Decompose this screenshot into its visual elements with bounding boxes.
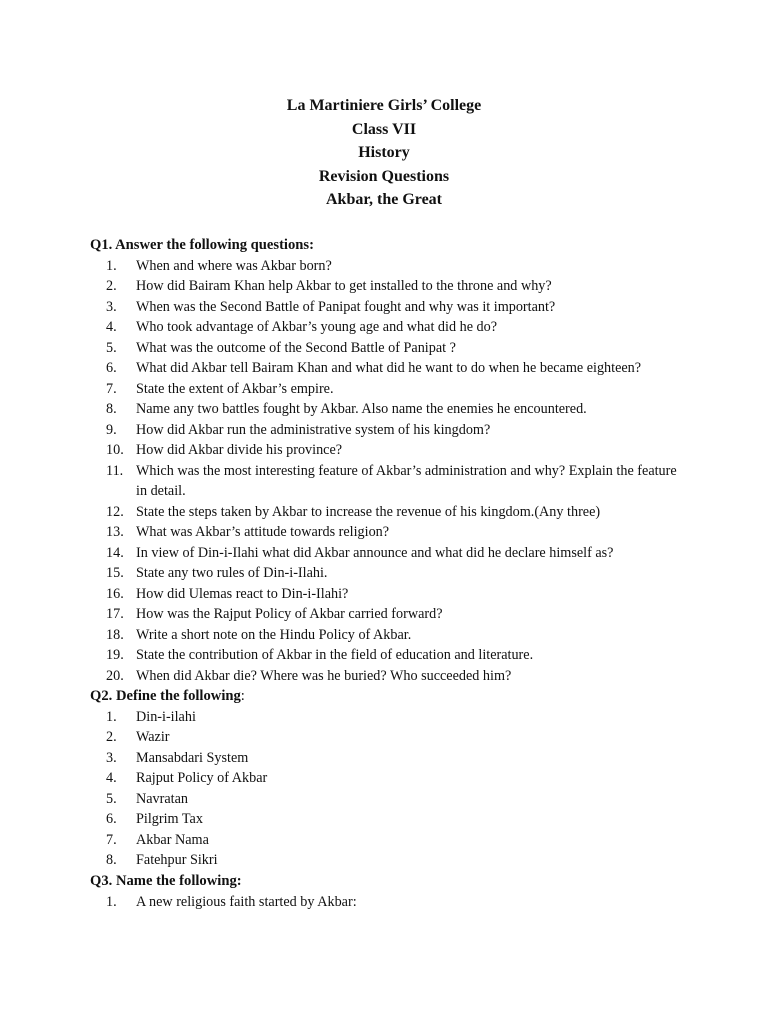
section-title-q3: Q3. Name the following: <box>90 873 242 889</box>
item-number: 8. <box>106 401 117 417</box>
document-header <box>0 94 768 212</box>
section-title-q1: Q1. Answer the following questions: <box>90 237 314 253</box>
list-item <box>90 543 730 564</box>
item-text: What did Akbar tell Bairam Khan and what did he want to do when he became eighteen? <box>136 360 642 376</box>
topic-title: Akbar, the Great <box>326 191 442 208</box>
list-item <box>90 256 730 277</box>
item-text: How did Ulemas react to Din-i-Ilahi? <box>136 585 349 602</box>
item-number: 10. <box>106 442 124 458</box>
item-text: Write a short note on the Hindu Policy of Akbar. <box>136 626 412 643</box>
item-text: Mansabdari System <box>136 749 249 766</box>
list-item <box>90 440 730 461</box>
item-text: Din-i-ilahi <box>136 708 196 725</box>
list-item <box>90 297 730 318</box>
item-text: State the extent of Akbar’s empire. <box>136 380 334 397</box>
item-text: What was Akbar’s attitude towards religion? <box>136 524 390 540</box>
item-number: 7. <box>106 380 117 397</box>
item-text: What was the outcome of the Second Battle of Panipat ? <box>136 339 456 356</box>
list-item <box>90 522 730 543</box>
item-number: 1. <box>106 257 117 274</box>
list-item <box>90 727 730 748</box>
list-item <box>90 666 730 687</box>
list-item <box>90 892 730 913</box>
list-item <box>90 850 730 871</box>
list-item <box>90 563 730 584</box>
item-number: 7. <box>106 831 117 848</box>
item-text: Navratan <box>136 790 188 807</box>
item-number: 3. <box>106 749 117 766</box>
item-text: Which was the most interesting feature of Akbar’s administration and why? Explain the feature in detail. <box>136 462 677 499</box>
section-title-q2-text: Q2. Define the following <box>90 688 241 704</box>
item-number: 6. <box>106 360 117 376</box>
item-number: 8. <box>106 852 117 868</box>
item-text: In view of Din-i-Ilahi what did Akbar announce and what did he declare himself as? <box>136 544 614 561</box>
item-number: 2. <box>106 278 117 294</box>
item-number: 14. <box>106 544 124 561</box>
list-item <box>90 502 730 523</box>
item-number: 4. <box>106 319 117 335</box>
section-title-q2 <box>90 686 730 707</box>
item-text: State the contribution of Akbar in the field of education and literature. <box>136 647 534 663</box>
item-number: 11. <box>106 462 124 479</box>
item-number: 20. <box>106 667 124 684</box>
item-text: Wazir <box>136 729 170 745</box>
item-number: 5. <box>106 790 117 807</box>
class-label: Class VII <box>351 120 417 138</box>
section-title-q2-colon: : <box>240 688 245 704</box>
subject-label: History <box>358 144 410 161</box>
item-text: When was the Second Battle of Panipat fought and why was it important? <box>136 298 556 315</box>
list-item <box>90 276 730 297</box>
item-number: 19. <box>106 647 124 663</box>
question-list-q1 <box>90 256 730 687</box>
item-text: Pilgrim Tax <box>136 811 203 827</box>
list-item <box>90 399 730 420</box>
item-number: 13. <box>106 524 124 540</box>
item-text: A new religious faith started by Akbar: <box>136 893 357 910</box>
item-text: How was the Rajput Policy of Akbar carried forward? <box>136 606 443 622</box>
item-number: 1. <box>106 893 117 910</box>
list-item <box>90 358 730 379</box>
item-number: 9. <box>106 421 117 438</box>
item-text: Who took advantage of Akbar’s young age and what did he do? <box>136 319 498 335</box>
list-item <box>90 604 730 625</box>
item-text: State any two rules of Din-i-Ilahi. <box>136 565 328 581</box>
list-item <box>90 317 730 338</box>
item-number: 17. <box>106 606 124 622</box>
list-item <box>90 809 730 830</box>
question-section-3 <box>90 871 730 912</box>
item-number: 2. <box>106 729 117 745</box>
item-text: How did Akbar run the administrative system of his kingdom? <box>136 421 491 438</box>
item-text: How did Akbar divide his province? <box>136 442 343 458</box>
question-section-2 <box>90 686 730 871</box>
list-item <box>90 748 730 769</box>
document-type: Revision Questions <box>318 167 450 185</box>
list-item <box>90 768 730 789</box>
item-number: 3. <box>106 298 117 315</box>
item-number: 6. <box>106 811 117 827</box>
school-name: La Martiniere Girls’ College <box>286 97 482 114</box>
list-item <box>90 830 730 851</box>
item-text: Name any two battles fought by Akbar. Also name the enemies he encountered. <box>136 401 587 417</box>
item-number: 5. <box>106 339 117 356</box>
item-text: State the steps taken by Akbar to increase the revenue of his kingdom.(Any three) <box>136 503 601 520</box>
list-item <box>90 645 730 666</box>
question-list-q3 <box>90 892 730 913</box>
question-section-1 <box>90 235 730 686</box>
item-text: When did Akbar die? Where was he buried? Who succeeded him? <box>136 667 512 684</box>
item-number: 16. <box>106 585 124 602</box>
item-number: 1. <box>106 708 117 725</box>
list-item <box>90 789 730 810</box>
list-item <box>90 461 730 502</box>
item-text: Akbar Nama <box>136 831 209 848</box>
item-number: 18. <box>106 626 124 643</box>
list-item <box>90 584 730 605</box>
list-item <box>90 338 730 359</box>
question-list-q2 <box>90 707 730 871</box>
list-item <box>90 707 730 728</box>
item-number: 15. <box>106 565 124 581</box>
list-item <box>90 420 730 441</box>
item-number: 12. <box>106 503 124 520</box>
item-text: Fatehpur Sikri <box>136 852 218 868</box>
list-item <box>90 379 730 400</box>
item-text: Rajput Policy of Akbar <box>136 770 268 786</box>
item-text: How did Bairam Khan help Akbar to get installed to the throne and why? <box>136 278 552 294</box>
item-text: When and where was Akbar born? <box>136 257 332 274</box>
list-item <box>90 625 730 646</box>
item-number: 4. <box>106 770 117 786</box>
